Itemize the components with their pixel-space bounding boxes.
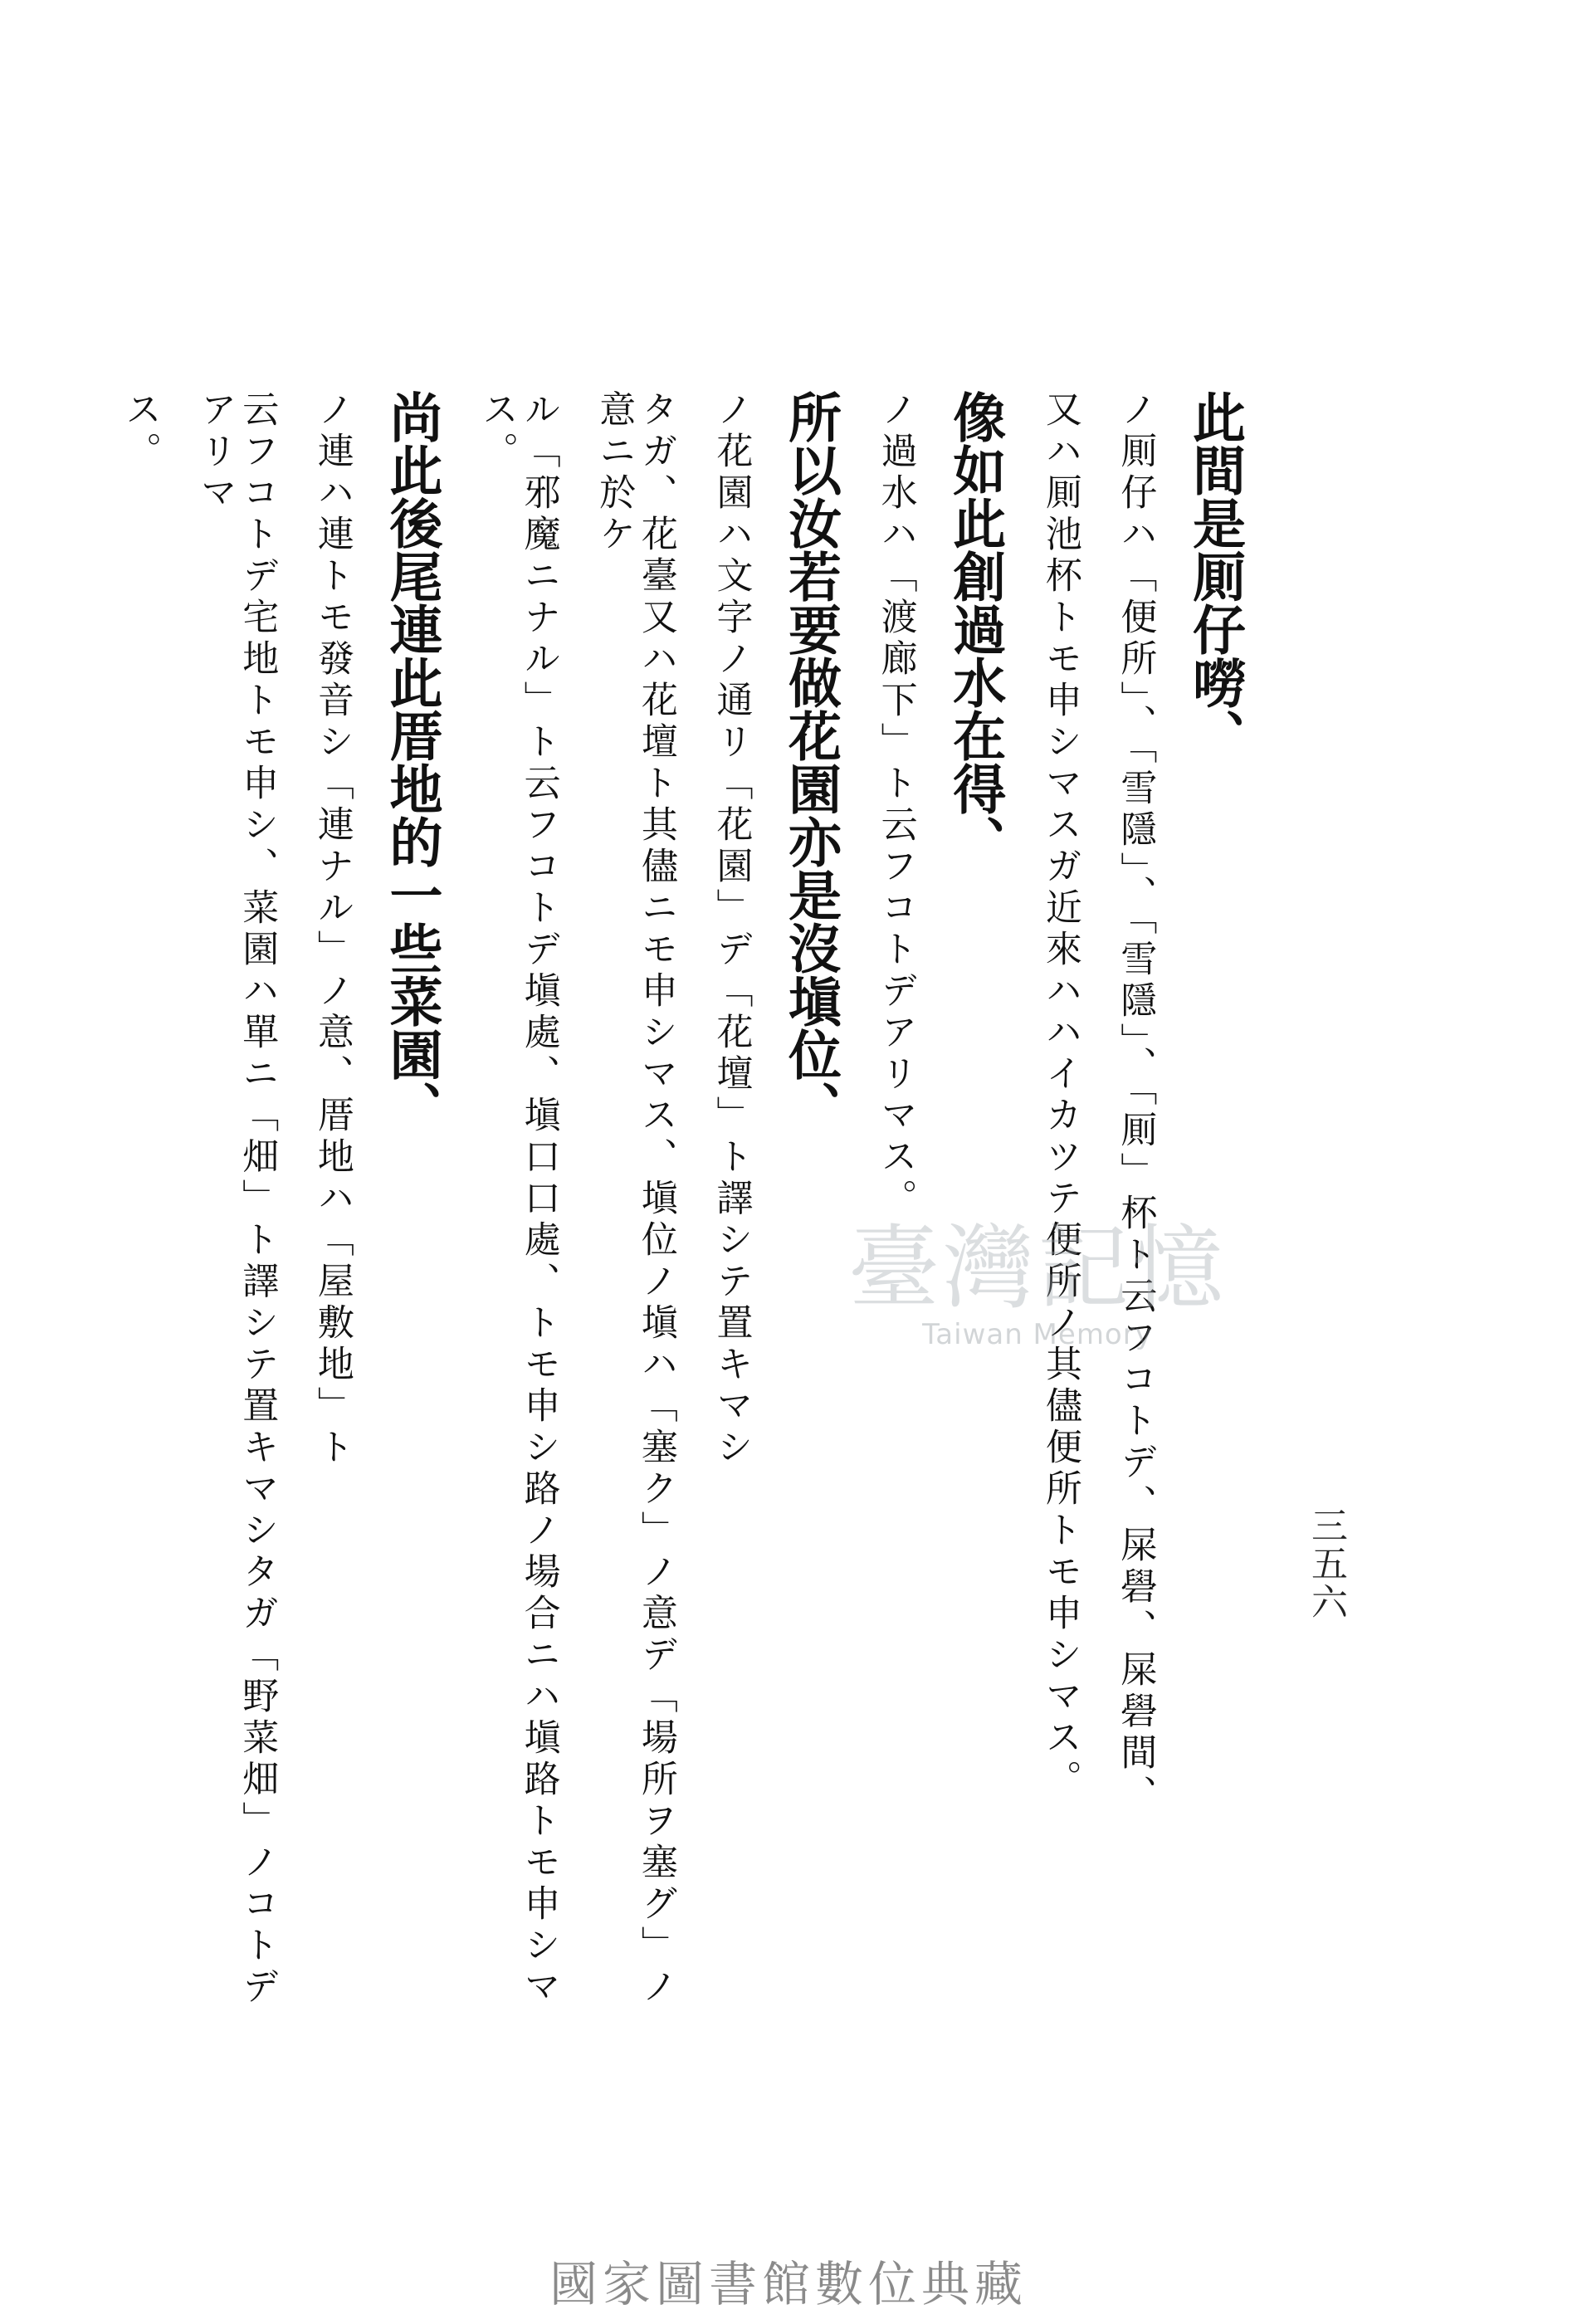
page-number: 三五六 — [1305, 1506, 1347, 1621]
text-column: 像如此創過水在得、 — [944, 390, 1007, 868]
text-body — [85, 390, 1246, 2017]
text-column: 所以汝若要做花園亦是沒塡位、 — [779, 390, 842, 1134]
text-column: ノ連ハ連トモ發音シ「連ナル」ノ意、厝地ハ「屋敷地」ト — [310, 390, 354, 1469]
text-column: タガ、花臺又ハ花壇ト其儘ニモ申シマス、塡位ノ塡ハ「塞ク」ノ意デ「場所ヲ塞グ」ノ意ニ於ケ — [593, 390, 677, 2009]
text-column: ル「邪魔ニナル」ト云フコトデ塡處、塡口口處、トモ申シ路ノ場合ニハ塡路トモ申シマス。 — [476, 390, 560, 2009]
text-column: ノ花園ハ文字ノ通リ「花園」デ「花壇」ト譯シテ置キマシ — [710, 390, 753, 1469]
text-column: ス。 — [119, 390, 162, 473]
text-column: 云フコトデ宅地トモ申シ、菜園ハ單ニ「畑」ト譯シテ置キマシタガ「野菜畑」ノコトデアリマ — [193, 390, 279, 2009]
watermark-subtitle: Taiwan Memory — [922, 1318, 1153, 1351]
text-column: 此間是厠仔嘮、 — [1184, 390, 1246, 762]
text-column: ノ厠仔ハ「便所」、「雪隱」、「雪隱」、「厠」杯ト云フコトデ、屎礐、屎礐間、 — [1114, 390, 1157, 1816]
footer-caption: 國家圖書館數位典藏 — [549, 2256, 1028, 2312]
text-column: 尚此後尾連此厝地的一些菜園、 — [380, 390, 443, 1134]
watermark-title: 臺灣記憶 — [848, 1215, 1227, 1321]
text-column: ノ過水ハ「渡廊下」ト云フコトデアリマス。 — [874, 390, 917, 1220]
text-column: 又ハ厠池杯トモ申シマスガ近來ハハイカツテ便所ノ其儘便所トモ申シマス。 — [1038, 390, 1081, 1801]
